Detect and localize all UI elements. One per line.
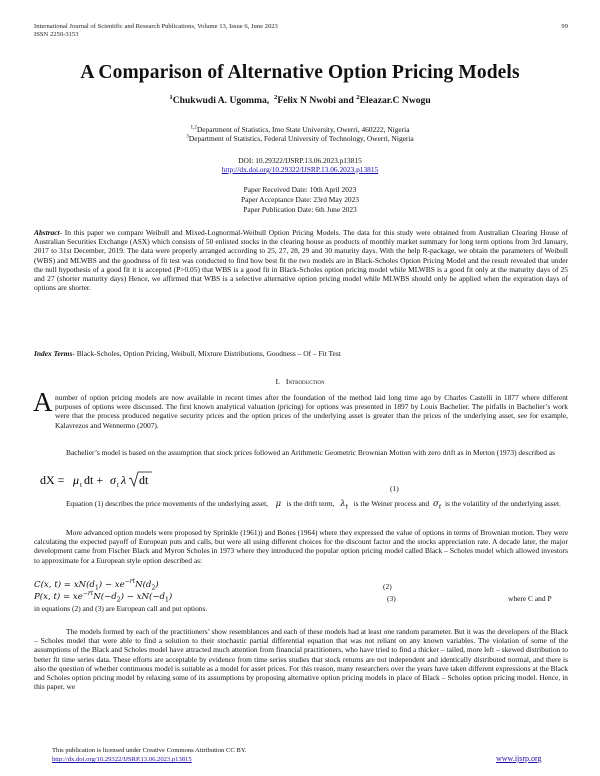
svg-text:t: t xyxy=(117,481,119,489)
index-terms-label: Index Terms xyxy=(34,349,73,358)
svg-text:σ: σ xyxy=(110,473,116,487)
abstract-label: Abstract xyxy=(34,228,60,237)
publication-date: Paper Publication Date: 6th June 2023 xyxy=(243,205,357,214)
svg-text:dt +: dt + xyxy=(84,473,104,487)
affiliation-1 xyxy=(0,125,600,134)
author-2-sup: 2 xyxy=(273,93,278,101)
equation-1-number: (1) xyxy=(390,484,399,493)
author-1-sup: 1 xyxy=(169,93,173,101)
section-number: I. xyxy=(275,377,280,386)
equation-2-number: (2) xyxy=(383,582,392,591)
license-text: This publication is licensed under Creative Commons Attribution CC BY. xyxy=(52,747,247,754)
equation-3: P(x, $t) = xe^{-rt}N(-d_2) - xN(-d_1)$ xyxy=(34,590,173,604)
affiliation-2 xyxy=(0,134,600,143)
svg-text:λ: λ xyxy=(121,473,127,487)
affiliation-2-text: Department of Statistics, Federal University of Technology, Owerri, Nigeria xyxy=(188,134,414,143)
author-3-sup: 2 xyxy=(356,93,360,101)
section-title: Introduction xyxy=(285,377,325,386)
intro-paragraph-1-head xyxy=(55,393,568,430)
p3-b: is the drift term, xyxy=(286,499,335,508)
intro-paragraph-3 xyxy=(34,497,568,511)
acceptance-date: Paper Acceptance Date: 23rd May 2023 xyxy=(240,195,359,204)
svg-text:t: t xyxy=(80,481,82,489)
p3-d: is the volatility of the underlying asset. xyxy=(444,499,561,508)
author-3: Eleazar.C Nwogu xyxy=(359,95,431,106)
doi-link[interactable]: http://dx.doi.org/10.29322/IJSRP.13.06.2023.p13815 xyxy=(221,165,379,174)
abstract xyxy=(34,228,568,292)
doi: DOI: 10.29322/IJSRP.13.06.2023.p13815 xyxy=(238,156,362,165)
received-date: Paper Received Date: 10th April 2023 xyxy=(243,185,357,194)
authors xyxy=(0,95,600,106)
index-terms xyxy=(34,349,568,358)
footer-doi-row xyxy=(52,756,192,763)
section-heading xyxy=(0,377,600,386)
drop-cap: A xyxy=(33,387,53,417)
affiliation-2-sup: 3 xyxy=(186,133,189,140)
author-1: Chukwudi A. Ugomma, xyxy=(172,95,270,106)
footer-site-link[interactable]: www.ijsrp.org xyxy=(496,754,542,763)
doi-link-row xyxy=(0,165,600,174)
svg-text:dt: dt xyxy=(139,473,149,487)
intro-paragraph-4: More advanced option models were proposed by Sprinkle (1961)) and Bones (1964) where they expressed the value of options in terms of Brownian motion. They were calculating the expected payoff of European puts and calls, but were all using different choices for the discount factor and the stocks appreciation rate. A decade later, the major development came from Fischer Black and Myron Scholes in 1973 where they introduced the popular option pricing model called Black – Scholes model which allowed investors to approximate for a European style option described as: xyxy=(34,528,568,565)
intro-paragraph-2: Bachelier’s model is based on the assumption that stock prices followed an Arithmetic Geometric Brownian Motion with zero drift as in Merton (1973) described as xyxy=(66,448,555,457)
journal-header: International Journal of Scientific and Research Publications, Volume 13, Issue 6, June 2023 xyxy=(34,23,278,30)
svg-text:dX =: dX = xyxy=(40,473,65,487)
mu-symbol: μ xyxy=(275,499,282,509)
affiliation-1-text: Department of Statistics, Imo State University, Owerri, 460222, Nigeria xyxy=(196,125,410,134)
sigma-symbol: $\sigma_t$ xyxy=(432,499,442,511)
intro-paragraph-6: The models formed by each of the practitioners’ show resemblances and each of these models had at least one random parameter. But it was the developers of the Black – Scholes model that were able to find a solution to their stochastic partial differential equation that was not reliant on any known variables. The violation of some of the assumptions of the Black and Scholes model have attracted much attention from financial practitioners, who have tried to find a thicker – tailed, more left – skewed distribution to better fit time series data. These efforts are acceptable by evidence from time series studies that stock returns are not independent and identically distributed normal, and there is also the question of whether continuous model is suitable as a model for asset prices. For this reason, many researchers over the years have taken different expressions at the Black and Scholes option pricing model by relaxing some of its assumptions by proposing alternative option pricing models in place of Black – Scholes option pricing model. Hence, in this paper, we xyxy=(34,627,568,692)
affiliation-1-sup: 1,2 xyxy=(190,124,197,131)
equation-3-number: (3) xyxy=(387,594,396,603)
intro-paragraph-1: number of option pricing models are now available in recent times after the foundation of the method laid long time ago by Charles Castelli in 1877 where different purposes of options were discussed. The first known analytical valuation (pricing) for options was presented in 1897 by Louis Bachelier. The pitfalls in Bachelier’s work were that the process produced negative security prices and the option prices of the underlying asset is greater than the prices of the underlying asset, see for example, Kalavrezos and Wennermo (2007). xyxy=(55,393,568,430)
issn: ISSN 2250-3153 xyxy=(34,31,79,38)
footer-site-row xyxy=(496,754,542,763)
svg-text:μ: μ xyxy=(73,473,80,487)
index-terms-text: - Black-Scholes, Option Pricing, Weibull, Mixture Distributions, Goodness – Of – Fit Test xyxy=(72,349,341,358)
p3-c: is the Weiner process and xyxy=(353,499,430,508)
paper-title: A Comparison of Alternative Option Pricing Models xyxy=(80,62,520,83)
equation-2: C(x, $t) = xN(d_1) - xe^{-rt}N(d_2)$ xyxy=(34,578,159,592)
lambda-symbol: $\lambda_t$ xyxy=(340,499,348,511)
equation-1 xyxy=(40,470,190,495)
equation-3-note: where C and P xyxy=(508,594,552,603)
intro-paragraph-5: in equations (2) and (3) are European call and put options. xyxy=(34,604,208,613)
equation-1-svg xyxy=(40,470,190,492)
abstract-text: - In this paper we compare Weibull and Mixed-Lognormal-Weibull Option Pricing Models. The data for this study were obtained from Australian Clearing House of Australian Securities Exchange (ASX) which consists of 50 enlisted stocks in the clearing house as products of monthly market summary for long term options from 3rd January, 2017 to 31st December, 2019. The data were properly arranged according to 25, 27, 28, 29 and 30 maturity days. With the help R-package, we obtain the parameters of Weibull (WBS) and MLWBS and the goodness of fit test was conducted to find how best fit the two models are in Black-Scholes Option Pricing Model and the result revealed that under the null hypothesis of a good fit it is accepted (P>0.05) that WBS is a good fit in Black-Scholes option pricing model while MLWBS is a good fit only at the maturity days of 25 and 27 (shorter maturity days) Hence, we affirmed that WBS is a selective alternative option pricing model while MLWBS should only be applied when the expiration days of options are shorter. xyxy=(34,228,568,293)
page-number: 99 xyxy=(561,23,568,30)
p3-a: Equation (1) describes the price movements of the underlying asset, xyxy=(66,499,268,508)
footer-doi-link[interactable]: http://dx.doi.org/10.29322/IJSRP.13.06.2023.p13815 xyxy=(52,756,192,763)
author-2: Felix N Nwobi and xyxy=(277,95,354,106)
